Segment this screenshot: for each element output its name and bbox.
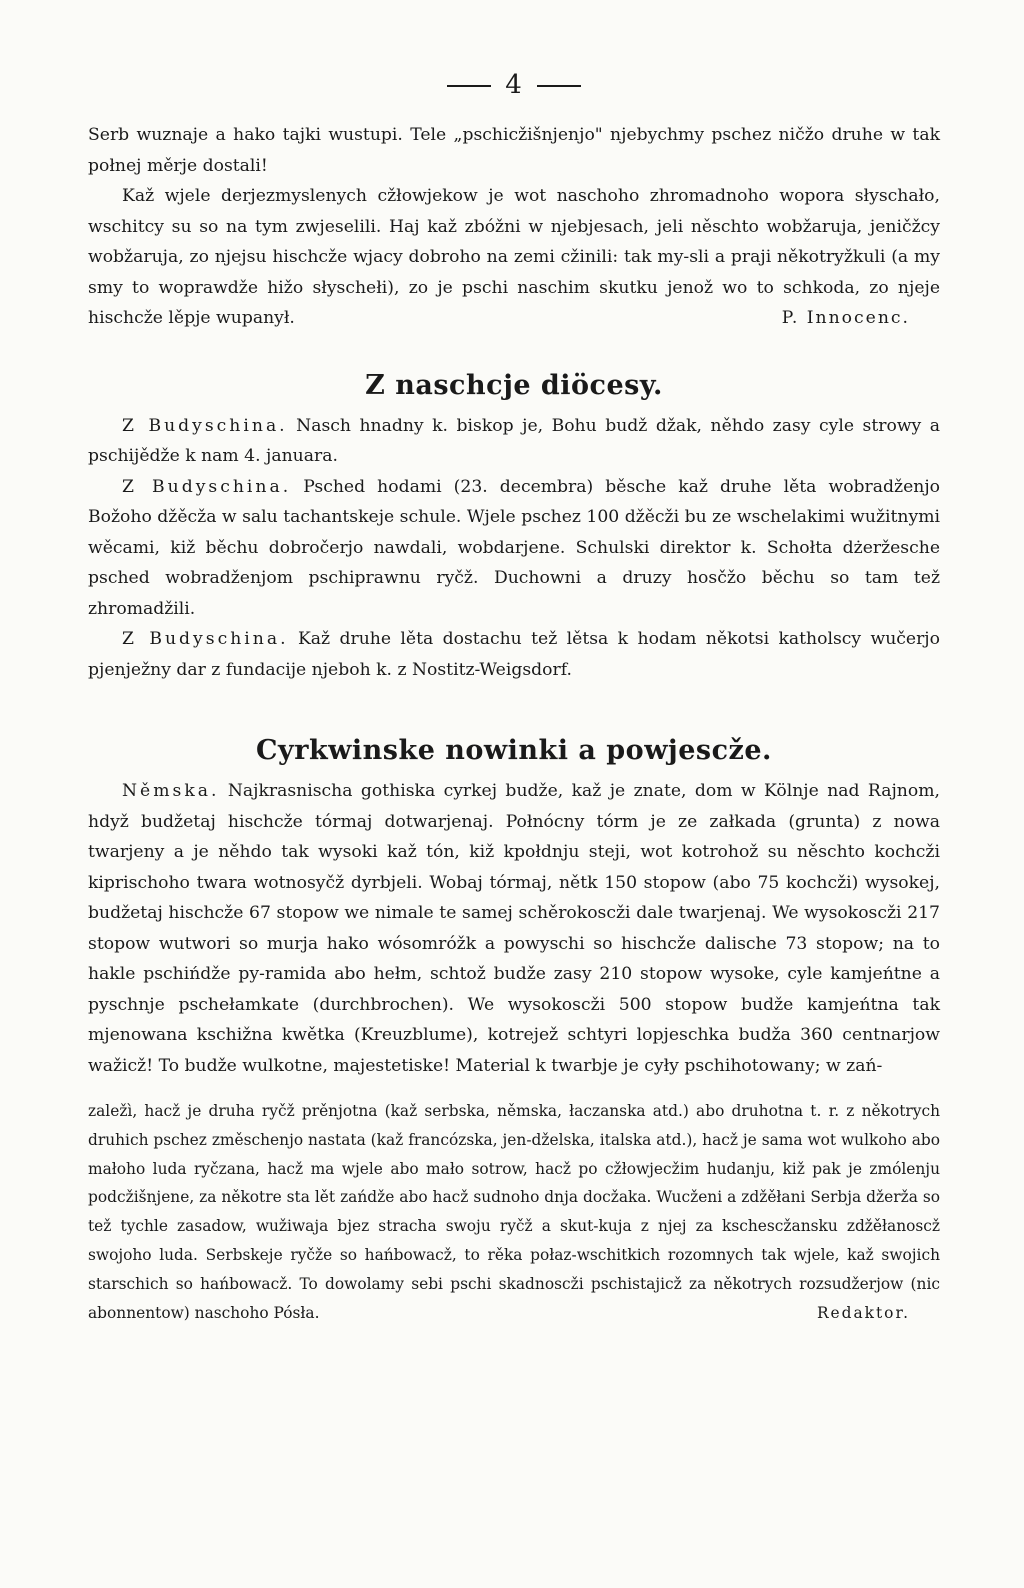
page-number bbox=[88, 70, 940, 100]
diocese-news-2 bbox=[88, 472, 940, 625]
news-place: Z Budyschina. bbox=[122, 629, 289, 649]
news-text: Psched hodami (23. decembra) běsche kaž druhe lěta wobradženjo Božoho džěcža w salu tachantskeje schule. Wjele pschez 100 džěcži bu ze wschelakimi wužitnymi wěcami, kiž běchu dobročerjo nawdali, wobdarjene. Schulski direktor k. Schołta dżeržesche psched wobradženjom pschiprawnu ryčž. Duchowni a druzy hosčžo běchu so tam tež zhromadžili. bbox=[88, 476, 940, 619]
page-number-value: 4 bbox=[505, 70, 523, 100]
intro-paragraph-2-text: Kaž wjele derjezmyslenych cžłowjekow je wot naschoho zhromadnoho wopora słyschało, wschitcy su so na tym zwjeselili. Haj kaž zbóžni w njebjesach, jeli něschto wobžaruja, jeničžcy wobžaruja, zo njejsu hischcže wjacy dobroho na zemi cžinili: tak my-sli a praji někotryžkuli (a my smy to woprawdže hižo słyschełi), zo je pschi naschim skutku jenož wo to schkoda, zo njeje hischcže lěpje wupanył. bbox=[88, 186, 940, 328]
diocese-news-1 bbox=[88, 411, 940, 472]
dash-left bbox=[447, 85, 491, 87]
news-place: Němska. bbox=[122, 781, 220, 801]
news-text: Najkrasnischa gothiska cyrkej budže, kaž je znate, dom w Kölnje nad Rajnom, hdyž budžetaj hischcže tórmaj dotwarjenaj. Połnócny tórm je ze załkada (grunta) z nowa twarjeny a je něhdo tak wysoki kaž tón, kiž kpołdnju steji, wot kotrohož su něschto kochcži kiprischoho twara wotnosyčž dyrbjeli. Wobaj tórmaj, nětk 150 stopow (abo 75 kochcži) wysokej, budžetaj hischcže 67 stopow we nimale te samej schěrokoscži dale twarjenaj. We wysokoscži 217 stopow wutwori so murja hako wósomróžk a powyschi so hischcže dalische 73 stopow; na to hakle pschińdže py-ramida abo hełm, schtož budže zasy 210 stopow wysoke, cyle kamjeńtne a pyschnje pschełamkate (durchbrochen). We wysokoscži 500 stopow budže kamjeńtna tak mjenowana kschižna kwětka (Kreuzblume), kotrejež schtyri lopjeschka budža 360 centnarjow wažicž! To budže wulkotne, majestetiske! Material k twarbje je cyły pschihotowany; w zań- bbox=[88, 781, 940, 1076]
intro-signature: P. Innocenc. bbox=[781, 308, 910, 328]
footnote-body: zaležì, hacž je druha ryčž prěnjotna (kaž serbska, němska, łaczanska atd.) abo druhotna t. r. z někotrych druhich pschez změschenjo nastata (kaž francózska, jen-dželska, italska atd.), hacž je sama wot wulkoho abo małoho luda ryčzana, hacž ma wjele abo mało sotrow, hacž po cžłowjecžim hudanju, kiž pak je zmólenju podcžišnjene, za někotre sta lět zańdže abo hacž sudnoho dnja docžaka. Wucženi a zdžěłani Serbja džerža so tež tychle zasadow, wužiwaja bjez stracha swoju ryčž a skut-kuja z njej za kschescžansku zdžěłanoscž swojoho luda. Serbskeje ryčže so hańbowacž, to rěka połaz-wschitkich rozomnych tak wjele, kaž swojich starschich so hańbowacž. To dowolamy sebi pschi skadnoscži pschistajicž za někotrych rozsudžerjow (nic abonnentow) naschoho Pósła. bbox=[88, 1102, 940, 1322]
news-text: Kaž druhe lěta dostachu tež lětsa k hodam někotsi katholscy wučerjo pjenježny dar z fundacije njeboh k. z Nostitz-Weigsdorf. bbox=[88, 629, 940, 680]
news-text: Nasch hnadny k. biskop je, Bohu budž džak, něhdo zasy cyle strowy a pschijědže k nam 4. januara. bbox=[88, 415, 940, 466]
footnote bbox=[88, 1097, 940, 1327]
footnote-text bbox=[88, 1097, 940, 1327]
footnote-signature: Redaktor. bbox=[816, 1303, 910, 1322]
section-heading-diocese: Z naschcje diöcesy. bbox=[365, 369, 663, 401]
dash-right bbox=[537, 85, 581, 87]
intro-paragraph-1: Serb wuznaje a hako tajki wustupi. Tele „pschicžišnjenjo" njebychmy pschez ničžo druhe w tak połnej měrje dostali! bbox=[88, 125, 940, 176]
intro-paragraph-2 bbox=[88, 181, 940, 334]
section-heading-church-news: Cyrkwinske nowinki a powjescže. bbox=[256, 735, 772, 766]
news-place: Z Budyschina. bbox=[122, 415, 288, 436]
page bbox=[88, 70, 940, 1327]
news-place: Z Budyschina. bbox=[122, 476, 292, 497]
church-news-1 bbox=[88, 776, 940, 1081]
diocese-news-3 bbox=[88, 624, 940, 685]
